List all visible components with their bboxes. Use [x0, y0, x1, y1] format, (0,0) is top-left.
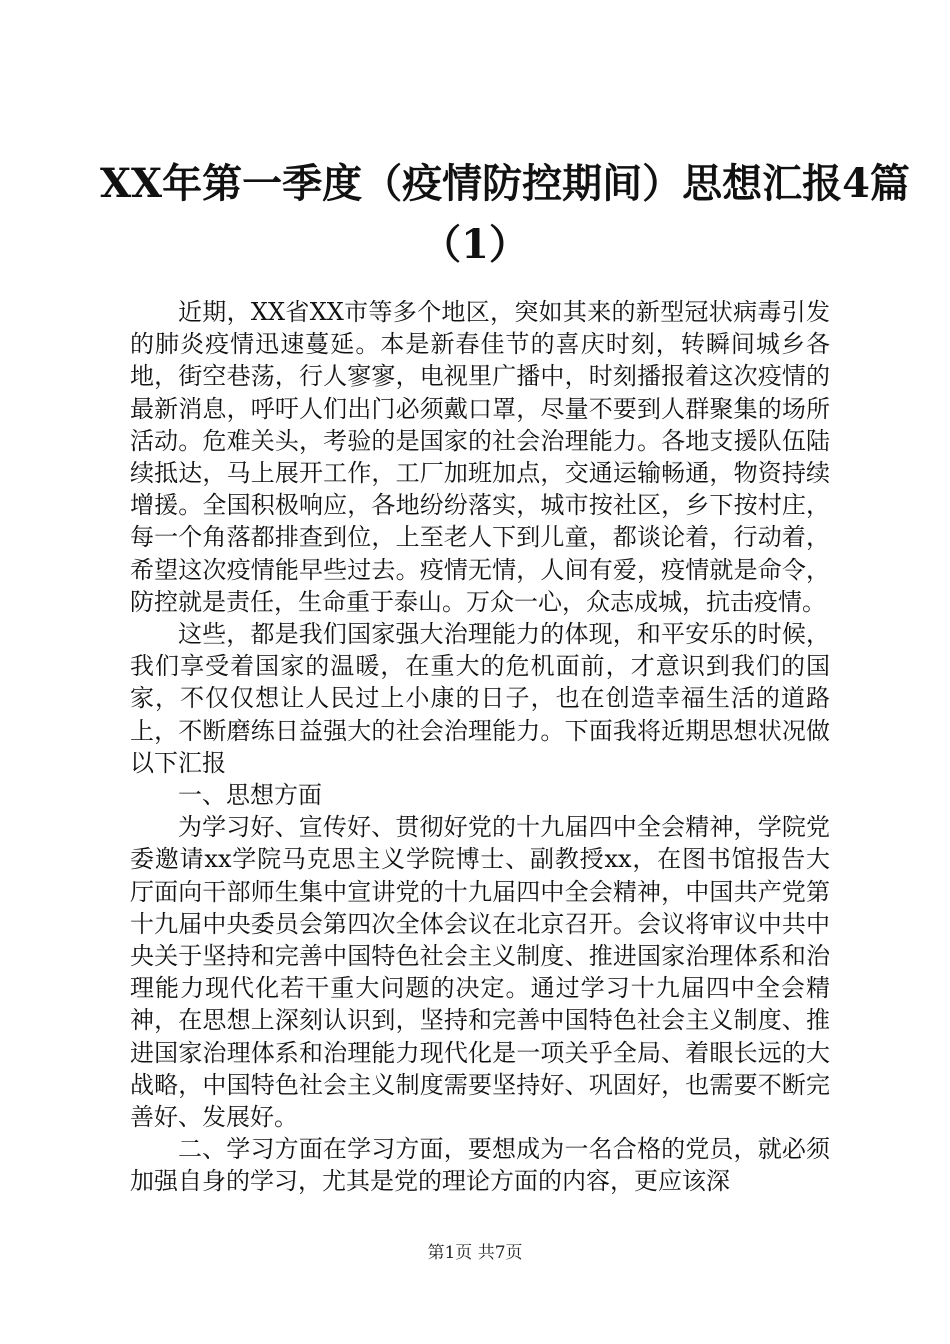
document-body	[130, 296, 830, 1198]
document-title-line-1: XX年第一季度（疫情防控期间）思想汇报4篇	[100, 160, 910, 207]
paragraph-3: 为学习好、宣传好、贯彻好党的十九届四中全会精神，学院党委邀请xx学院马克思主义学院博士、副教授xx，在图书馆报告大厅面向干部师生集中宣讲党的十九届四中全会精神，中国共产党第十九届中央委员会第四次全体会议在北京召开。会议将审议中共中央关于坚持和完善中国特色社会主义制度、推进国家治理体系和治理能力现代化若干重大问题的决定。通过学习十九届四中全会精神，在思想上深刻认识到，坚持和完善中国特色社会主义制度、推进国家治理体系和治理能力现代化是一项关乎全局、着眼长远的大战略，中国特色社会主义制度需要坚持好、巩固好，也需要不断完善好、发展好。	[130, 813, 830, 1132]
paragraph-4: 二、学习方面在学习方面，要想成为一名合格的党员，就必须加强自身的学习，尤其是党的理论方面的内容，更应该深	[130, 1135, 830, 1196]
paragraph-2: 这些，都是我们国家强大治理能力的体现，和平安乐的时候，我们享受着国家的温暖，在重大的危机面前，才意识到我们的国家，不仅仅想让人民过上小康的日子，也在创造幸福生活的道路上，不断磨练日益强大的社会治理能力。下面我将近期思想状况做以下汇报	[130, 620, 830, 777]
document-title-line-2: （1）	[421, 221, 529, 268]
section-heading-thought: 一、思想方面	[178, 781, 322, 810]
page-footer: 第1页 共7页	[427, 1243, 523, 1263]
paragraph-1: 近期，XX省XX市等多个地区，突如其来的新型冠状病毒引发的肺炎疫情迅速蔓延。本是新春佳节的喜庆时刻，转瞬间城乡各地，街空巷荡，行人寥寥，电视里广播中，时刻播报着这次疫情的最新消息，呼吁人们出门必须戴口罩，尽量不要到人群聚集的场所活动。危难关头，考验的是国家的社会治理能力。各地支援队伍陆续抵达，马上展开工作，工厂加班加点，交通运输畅通，物资持续增援。全国积极响应，各地纷纷落实，城市按社区，乡下按村庄，每一个角落都排查到位，上至老人下到儿童，都谈论着，行动着，希望这次疫情能早些过去。疫情无情，人间有爱，疫情就是命令，防控就是责任，生命重于泰山。万众一心，众志成城，抗击疫情。	[130, 298, 830, 616]
